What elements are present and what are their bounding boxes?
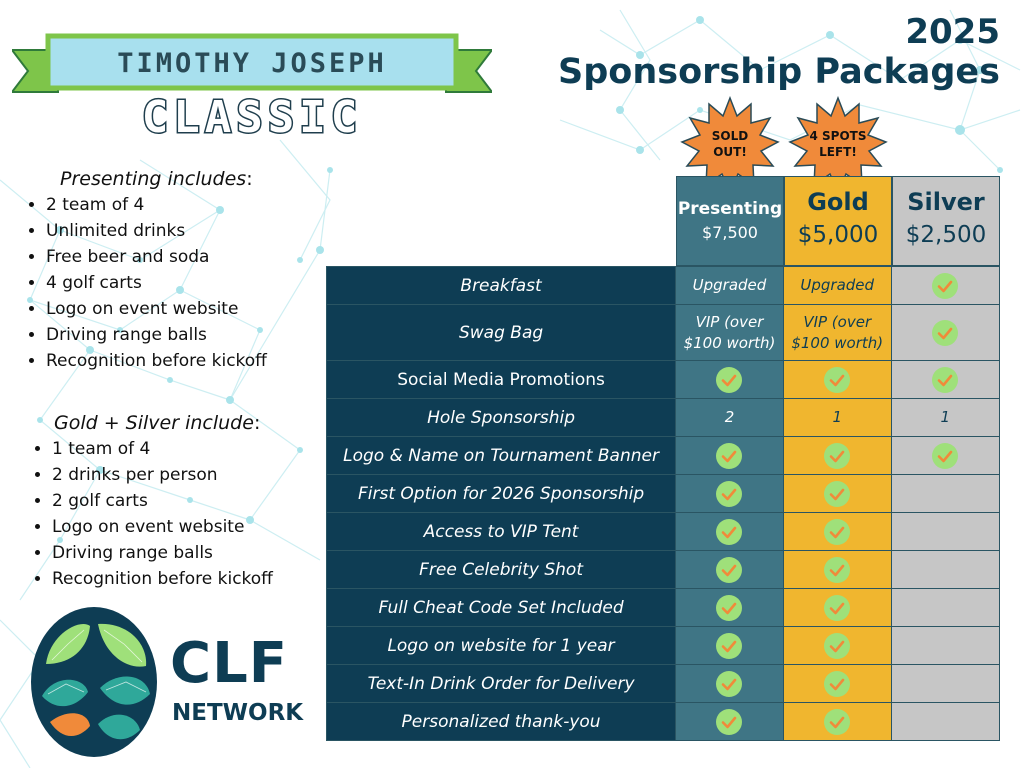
- list-item: • 2 team of 4: [46, 192, 322, 218]
- check-circle-icon: [823, 366, 851, 394]
- presenting-included-cell: [676, 551, 784, 589]
- list-item: • Recognition before kickoff: [52, 566, 328, 592]
- silver-empty-cell: [891, 551, 999, 589]
- list-item: • 1 team of 4: [52, 436, 328, 462]
- presenting-included-cell: [676, 589, 784, 627]
- gold-silver-includes-title-colon: :: [253, 412, 261, 434]
- silver-tier-name: Silver: [907, 188, 985, 216]
- page-title: Sponsorship Packages: [558, 52, 1000, 92]
- check-circle-icon: [823, 670, 851, 698]
- heading-year: 2025: [905, 12, 1000, 52]
- silver-tier-price: $2,500: [905, 222, 987, 248]
- check-circle-icon: [715, 366, 743, 394]
- page-heading: [558, 12, 1000, 92]
- silver-included-cell: [891, 305, 999, 361]
- list-item: • Unlimited drinks: [46, 218, 322, 244]
- logo-wordmark: CLF: [170, 631, 289, 696]
- check-circle-icon: [823, 708, 851, 736]
- presenting-tier-price: $7,500: [702, 223, 758, 242]
- banner-name: TIMOTHY JOSEPH: [117, 48, 387, 79]
- check-circle-icon: [931, 272, 959, 300]
- table-row: [327, 475, 1000, 513]
- table-row: [327, 627, 1000, 665]
- check-circle-icon: [931, 442, 959, 470]
- gold-value-cell: 1: [783, 399, 891, 437]
- list-item: • 2 drinks per person: [52, 462, 328, 488]
- check-circle-icon: [823, 442, 851, 470]
- silver-empty-cell: [891, 665, 999, 703]
- presenting-included-cell: [676, 361, 784, 399]
- gold-included-cell: [783, 589, 891, 627]
- feature-label: Social Media Promotions: [327, 361, 676, 399]
- check-circle-icon: [823, 480, 851, 508]
- silver-included-cell: [891, 267, 999, 305]
- banner-subtitle: CLASSIC: [141, 92, 363, 142]
- list-item: • Free beer and soda: [46, 244, 322, 270]
- presenting-value-cell: 2: [676, 399, 784, 437]
- feature-label: Personalized thank-you: [327, 703, 676, 741]
- list-item: • 4 golf carts: [46, 270, 322, 296]
- silver-empty-cell: [891, 513, 999, 551]
- silver-included-cell: [891, 361, 999, 399]
- presenting-included-cell: [676, 665, 784, 703]
- list-item: • Logo on event website: [46, 296, 322, 322]
- list-item: • Driving range balls: [46, 322, 322, 348]
- presenting-included-cell: [676, 627, 784, 665]
- table-row: [327, 305, 1000, 361]
- gold-tier-name: Gold: [807, 188, 869, 216]
- gold-included-cell: [783, 437, 891, 475]
- table-row: [327, 437, 1000, 475]
- presenting-included-cell: [676, 437, 784, 475]
- feature-label: Hole Sponsorship: [327, 399, 676, 437]
- check-circle-icon: [715, 442, 743, 470]
- table-row: [327, 703, 1000, 741]
- presenting-value-cell: VIP (over $100 worth): [676, 305, 784, 361]
- gold-included-cell: [783, 551, 891, 589]
- presenting-tier-name: Presenting: [677, 199, 783, 219]
- gold-value-cell: Upgraded: [783, 267, 891, 305]
- sponsorship-comparison-table: [326, 266, 1000, 741]
- event-title-banner: [12, 22, 492, 142]
- presenting-included-cell: [676, 475, 784, 513]
- table-row: [327, 589, 1000, 627]
- feature-label: Swag Bag: [327, 305, 676, 361]
- table-row: [327, 267, 1000, 305]
- feature-label: Text-In Drink Order for Delivery: [327, 665, 676, 703]
- silver-empty-cell: [891, 627, 999, 665]
- silver-empty-cell: [891, 703, 999, 741]
- feature-label: Free Celebrity Shot: [327, 551, 676, 589]
- feature-label: Logo & Name on Tournament Banner: [327, 437, 676, 475]
- check-circle-icon: [715, 518, 743, 546]
- check-circle-icon: [715, 480, 743, 508]
- check-circle-icon: [823, 594, 851, 622]
- spots-left-badge-line2: LEFT!: [819, 145, 857, 159]
- gold-included-cell: [783, 361, 891, 399]
- presenting-value-cell: Upgraded: [676, 267, 784, 305]
- feature-label: Logo on website for 1 year: [327, 627, 676, 665]
- gold-included-cell: [783, 513, 891, 551]
- silver-tier-header: [892, 176, 1000, 266]
- gold-value-cell: VIP (over $100 worth): [783, 305, 891, 361]
- check-circle-icon: [823, 518, 851, 546]
- gold-tier-price: $5,000: [797, 222, 879, 248]
- list-item: • 2 golf carts: [52, 488, 328, 514]
- gold-included-cell: [783, 627, 891, 665]
- silver-empty-cell: [891, 589, 999, 627]
- feature-label: Access to VIP Tent: [327, 513, 676, 551]
- check-circle-icon: [931, 366, 959, 394]
- gold-silver-includes-section: [28, 412, 328, 592]
- presenting-includes-section: [22, 168, 322, 374]
- check-circle-icon: [715, 594, 743, 622]
- sold-out-badge-line1: SOLD: [711, 129, 749, 143]
- table-row: [327, 513, 1000, 551]
- silver-included-cell: [891, 437, 999, 475]
- check-circle-icon: [823, 632, 851, 660]
- leaf-oval-logo-icon: [28, 604, 160, 760]
- feature-label: Full Cheat Code Set Included: [327, 589, 676, 627]
- check-circle-icon: [931, 319, 959, 347]
- list-item: • Recognition before kickoff: [46, 348, 322, 374]
- logo-subtitle: NETWORK: [172, 700, 304, 726]
- gold-included-cell: [783, 703, 891, 741]
- silver-empty-cell: [891, 475, 999, 513]
- presenting-includes-title: [60, 168, 322, 190]
- gold-tier-header: [784, 176, 892, 266]
- check-circle-icon: [715, 670, 743, 698]
- table-row: [327, 665, 1000, 703]
- gold-silver-includes-title: [54, 412, 328, 434]
- presenting-included-cell: [676, 703, 784, 741]
- gold-included-cell: [783, 665, 891, 703]
- gold-silver-includes-title-text: Gold + Silver include: [54, 412, 254, 434]
- presenting-includes-title-text: Presenting includes: [60, 168, 247, 190]
- sold-out-badge-line2: OUT!: [713, 145, 747, 159]
- presenting-included-cell: [676, 513, 784, 551]
- presenting-tier-header: [676, 176, 784, 266]
- feature-label: Breakfast: [327, 267, 676, 305]
- presenting-includes-title-colon: :: [246, 168, 253, 190]
- table-row: [327, 361, 1000, 399]
- feature-label: First Option for 2026 Sponsorship: [327, 475, 676, 513]
- spots-left-badge-line1: 4 SPOTS: [809, 129, 867, 143]
- comparison-table-body: [327, 267, 1000, 741]
- gold-silver-includes-list: [28, 436, 328, 592]
- check-circle-icon: [715, 556, 743, 584]
- list-item: • Driving range balls: [52, 540, 328, 566]
- check-circle-icon: [715, 632, 743, 660]
- silver-value-cell: 1: [891, 399, 999, 437]
- check-circle-icon: [715, 708, 743, 736]
- table-row: [327, 551, 1000, 589]
- presenting-includes-list: [22, 192, 322, 374]
- list-item: • Logo on event website: [52, 514, 328, 540]
- check-circle-icon: [823, 556, 851, 584]
- table-row: [327, 399, 1000, 437]
- gold-included-cell: [783, 475, 891, 513]
